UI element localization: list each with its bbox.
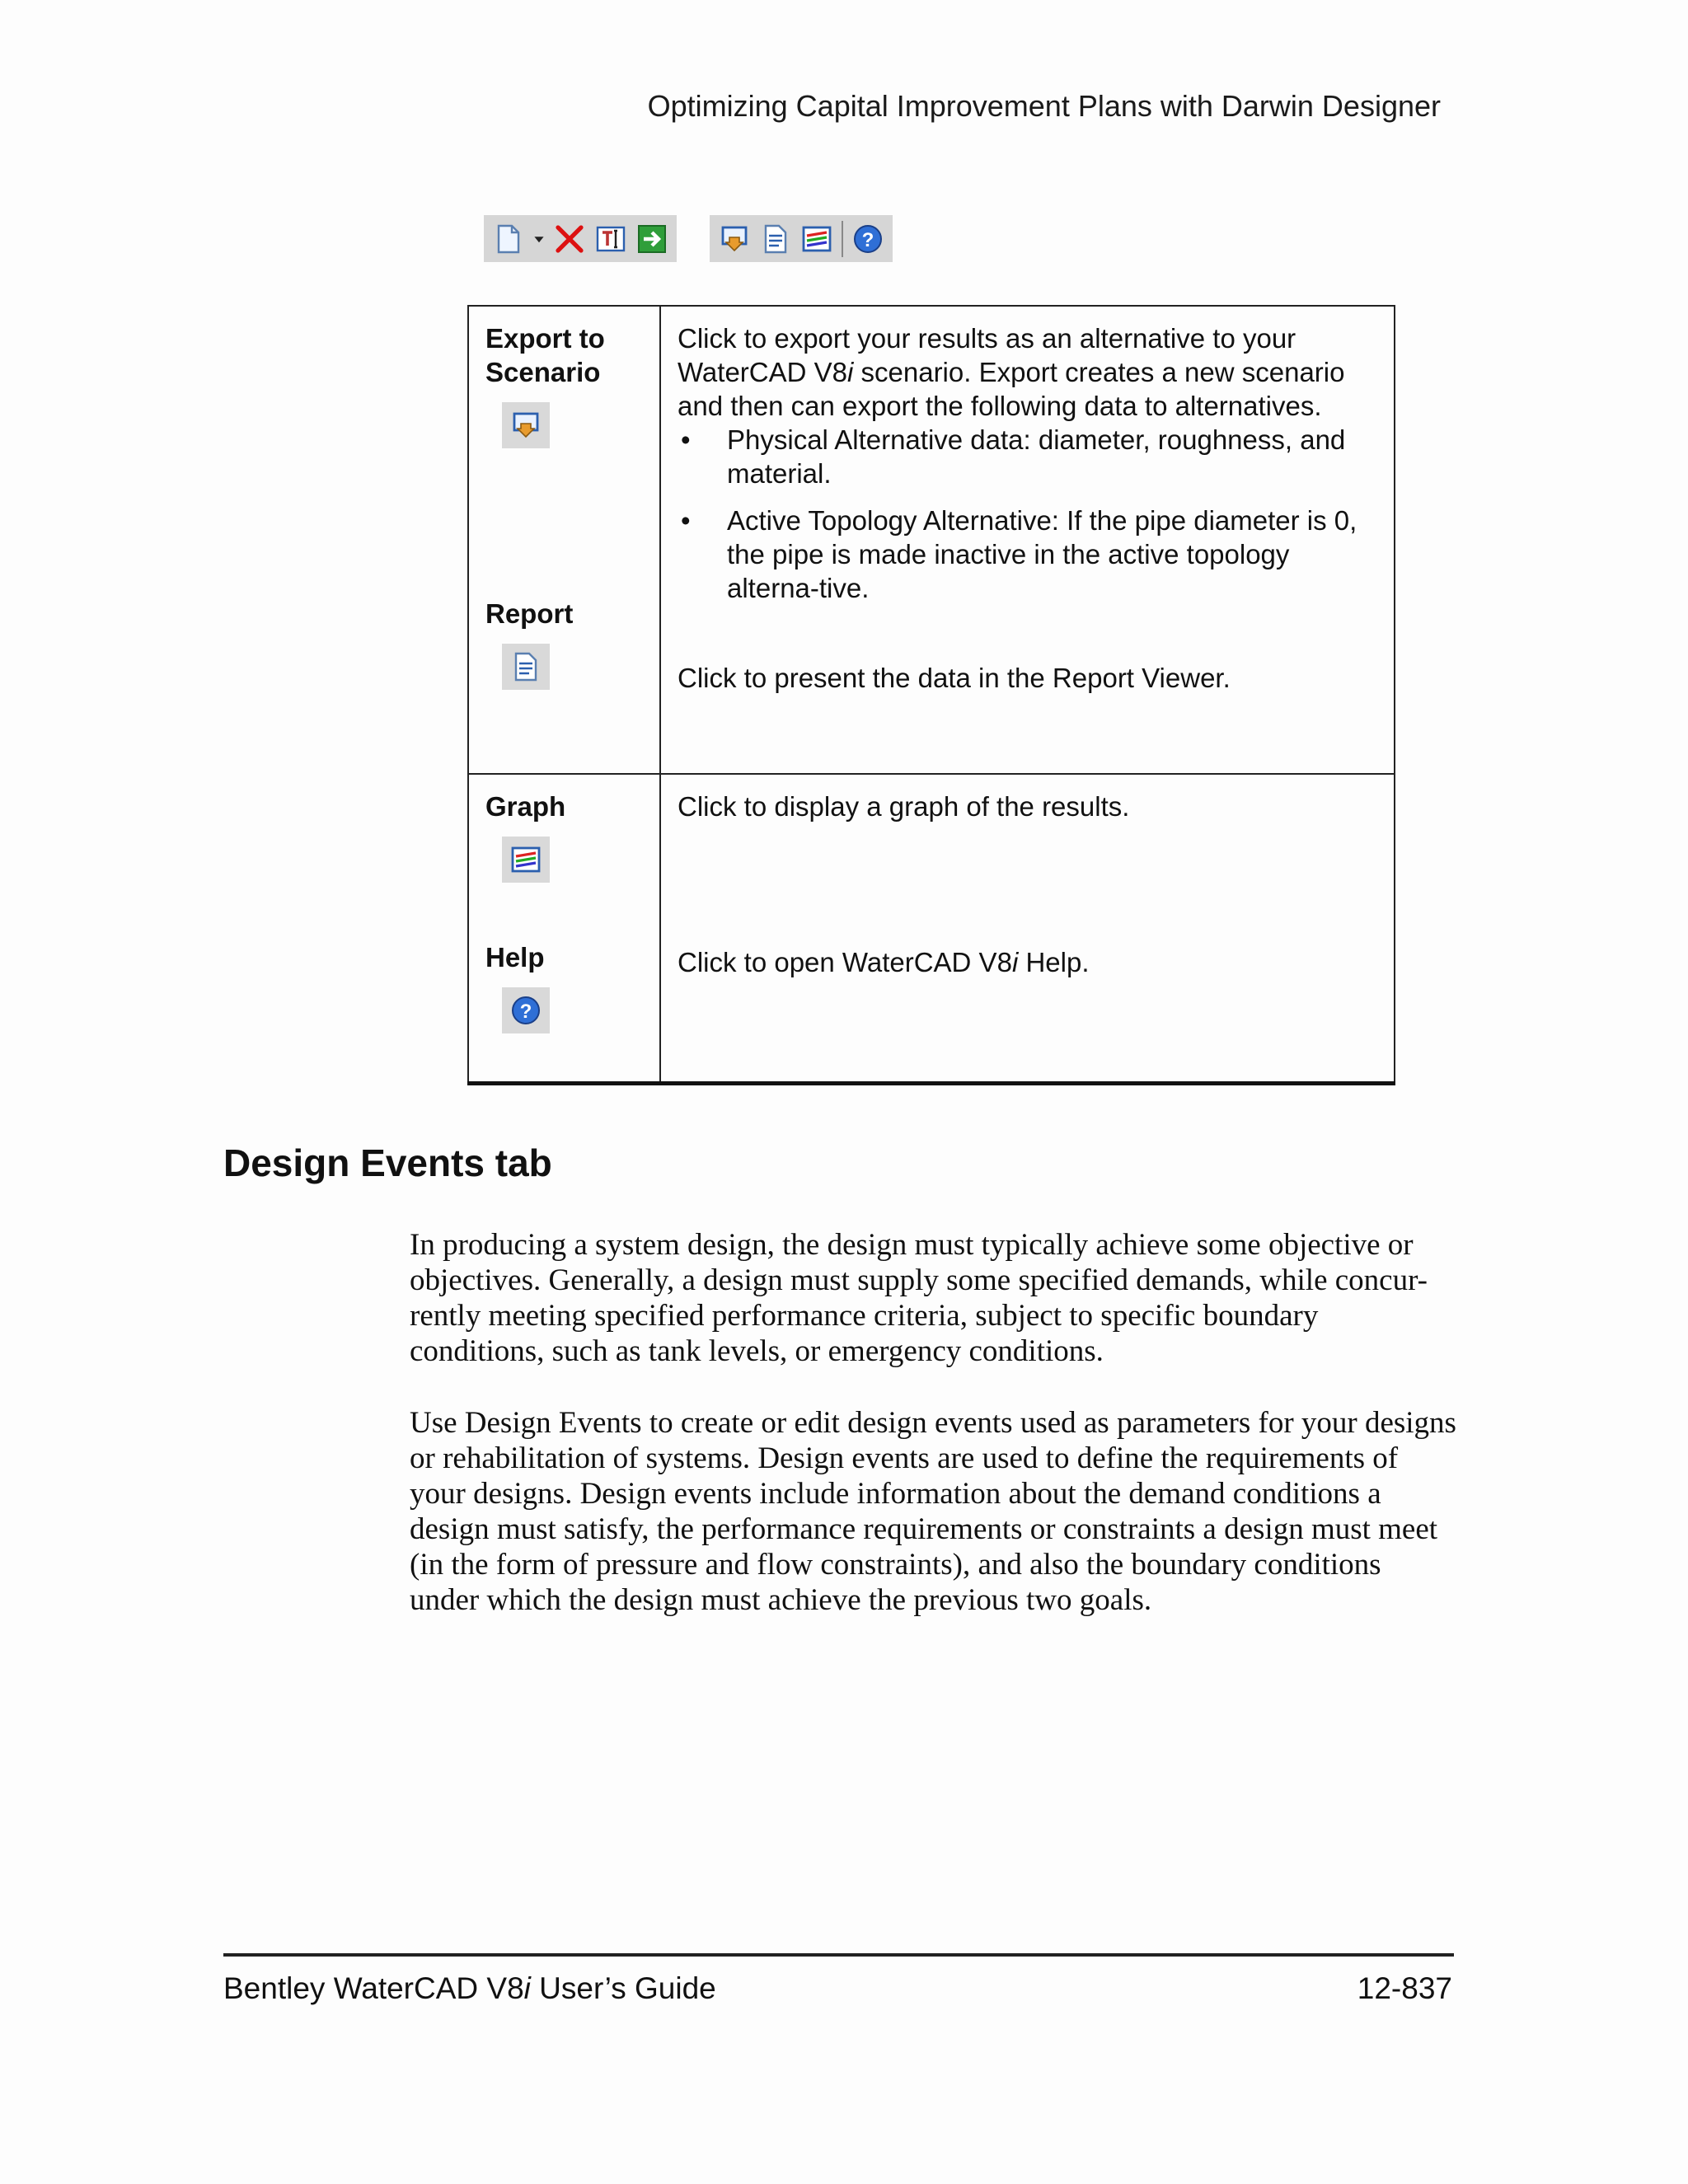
export-to-scenario-label: Export to Scenario [485, 323, 605, 387]
delete-icon[interactable] [553, 223, 586, 255]
section-title: Design Events tab [223, 1141, 552, 1184]
graph-label: Graph [485, 791, 566, 822]
page-number: 12-837 [1357, 1971, 1452, 2005]
page-header: Optimizing Capital Improvement Plans with Darwin Designer [647, 89, 1441, 123]
label-cell [468, 306, 660, 774]
help-icon[interactable] [851, 223, 884, 255]
rename-icon[interactable] [594, 223, 627, 255]
graph-icon [502, 837, 550, 883]
new-icon[interactable] [492, 223, 525, 255]
svg-text:?: ? [861, 228, 874, 251]
toolbar-group-edit [484, 215, 677, 262]
toolbar-separator [842, 221, 843, 257]
help-icon [502, 987, 550, 1033]
description-cell [660, 774, 1395, 1083]
label-cell [468, 774, 660, 1083]
paragraph: Use Design Events to create or edit design events used as parameters for your designs or rehabilitation of systems. Design events are used to define the requirements of your designs. Design events include information about the demand conditions a design must satisfy, the performance requirements or constraints a design must meet (in the form of pressure and flow constraints), and also the boundary conditions under which the design must achieve the previous two goals. [410, 1406, 1456, 1617]
toolbar-functions-table [467, 305, 1395, 1085]
export-data-list [678, 423, 1377, 605]
description-cell [660, 306, 1395, 774]
paragraph: In producing a system design, the design must typically achieve some objective or objectives. Generally, a design must supply some specified demands, while concur-rently meeting specified performance criteria, subject to specific boundary conditions, such as tank levels, or emergency conditions. [410, 1228, 1428, 1368]
help-description: Click to open WaterCAD V8i Help. [678, 947, 1090, 977]
export-to-scenario-icon[interactable] [718, 223, 751, 255]
list-item: • Physical Alternative data: diameter, roughness, and material. [678, 423, 1377, 490]
dropdown-caret-icon[interactable] [533, 223, 545, 255]
help-label: Help [485, 942, 545, 972]
report-label: Report [485, 598, 574, 629]
toolbar-group-output [710, 215, 893, 262]
report-description: Click to present the data in the Report Viewer. [678, 663, 1231, 693]
list-item: • Active Topology Alternative: If the pipe diameter is 0, the pipe is made inactive in the active topology alterna-tive. [678, 504, 1377, 605]
svg-text:?: ? [519, 1001, 532, 1023]
table-row [468, 306, 1395, 774]
graph-description: Click to display a graph of the results. [678, 791, 1130, 822]
graph-icon[interactable] [800, 223, 833, 255]
run-icon[interactable] [635, 223, 668, 255]
footer-divider [223, 1953, 1454, 1957]
report-icon [502, 644, 550, 690]
export-to-scenario-icon [502, 402, 550, 448]
toolbar [484, 215, 893, 262]
export-to-scenario-description: Click to export your results as an alternative to your WaterCAD V8i scenario. Export creates a new scenario and then can export the following data to alternatives. [678, 323, 1345, 421]
footer-title: Bentley WaterCAD V8i User’s Guide [223, 1971, 716, 2005]
table-row [468, 774, 1395, 1083]
report-icon[interactable] [759, 223, 792, 255]
